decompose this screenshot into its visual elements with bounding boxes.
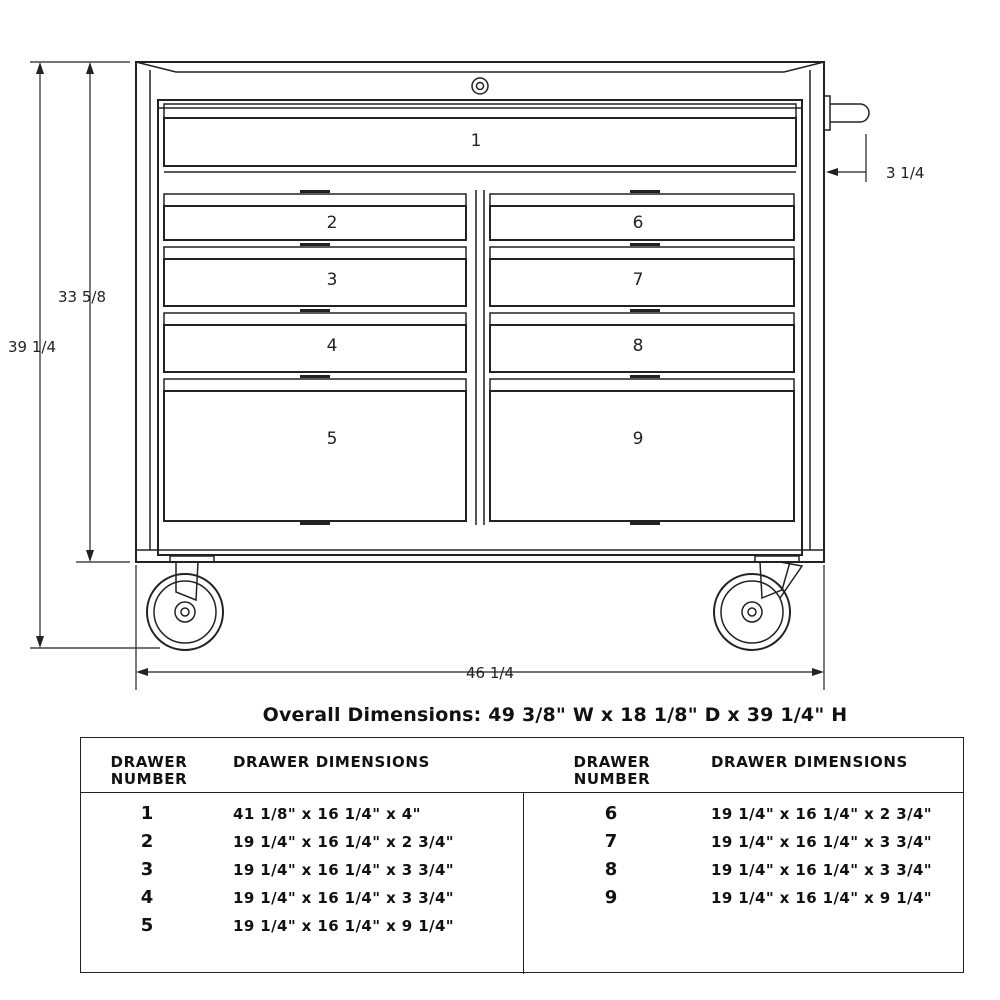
header-drawer-number-right: DRAWER NUMBER	[573, 753, 651, 788]
side-handle	[824, 96, 869, 130]
drawer-9[interactable]	[490, 379, 794, 521]
drawer-3[interactable]	[164, 247, 466, 306]
drawer-label-1: 1	[470, 131, 482, 151]
drawer-number: 2	[140, 831, 154, 852]
drawer-frame	[158, 100, 802, 555]
drawer-label-5: 5	[326, 429, 338, 449]
drawer-label-6: 6	[632, 213, 644, 233]
table-header-divider	[81, 792, 963, 793]
header-drawer-dimensions-right: DRAWER DIMENSIONS	[711, 753, 908, 771]
drawer-dimensions: 19 1/4" x 16 1/4" x 3 3/4"	[711, 861, 932, 879]
drawer-number: 7	[604, 831, 618, 852]
drawer-label-9: 9	[632, 429, 644, 449]
drawer-dimensions: 19 1/4" x 16 1/4" x 3 3/4"	[233, 861, 454, 879]
drawer-dimensions: 19 1/4" x 16 1/4" x 9 1/4"	[711, 889, 932, 907]
drawer-dimensions: 19 1/4" x 16 1/4" x 2 3/4"	[711, 805, 932, 823]
header-drawer-number-left: DRAWER NUMBER	[110, 753, 188, 788]
drawer-label-4: 4	[326, 336, 338, 356]
drawer-2[interactable]	[164, 194, 466, 240]
drawer-dimensions-table	[80, 737, 964, 973]
drawer-label-3: 3	[326, 270, 338, 290]
dim-height-body: 33 5/8	[58, 288, 106, 306]
drawer-number: 5	[140, 915, 154, 936]
drawer-dimensions: 19 1/4" x 16 1/4" x 9 1/4"	[233, 917, 454, 935]
dim-width-body: 46 1/4	[466, 664, 514, 682]
caster-right	[714, 556, 802, 650]
lock-icon	[472, 78, 488, 94]
drawer-number: 4	[140, 887, 154, 908]
drawer-number: 3	[140, 859, 154, 880]
drawer-dimensions: 19 1/4" x 16 1/4" x 2 3/4"	[233, 833, 454, 851]
dim-height-overall: 39 1/4	[8, 338, 56, 356]
dim-handle-depth: 3 1/4	[886, 164, 925, 182]
drawer-number: 1	[140, 803, 154, 824]
drawer-number: 6	[604, 803, 618, 824]
drawer-dimensions: 41 1/8" x 16 1/4" x 4"	[233, 805, 421, 823]
drawer-label-7: 7	[632, 270, 644, 290]
drawer-dimensions: 19 1/4" x 16 1/4" x 3 3/4"	[711, 833, 932, 851]
drawer-number: 9	[604, 887, 618, 908]
header-drawer-dimensions-left: DRAWER DIMENSIONS	[233, 753, 430, 771]
caster-left	[147, 556, 223, 650]
drawer-number: 8	[604, 859, 618, 880]
drawer-label-8: 8	[632, 336, 644, 356]
overall-dimensions: Overall Dimensions: 49 3/8" W x 18 1/8" D x 39 1/4" H	[262, 704, 848, 726]
drawer-label-2: 2	[326, 213, 338, 233]
drawer-5[interactable]	[164, 379, 466, 521]
table-column-divider	[523, 792, 524, 974]
drawer-4[interactable]	[164, 313, 466, 372]
drawer-dimensions: 19 1/4" x 16 1/4" x 3 3/4"	[233, 889, 454, 907]
